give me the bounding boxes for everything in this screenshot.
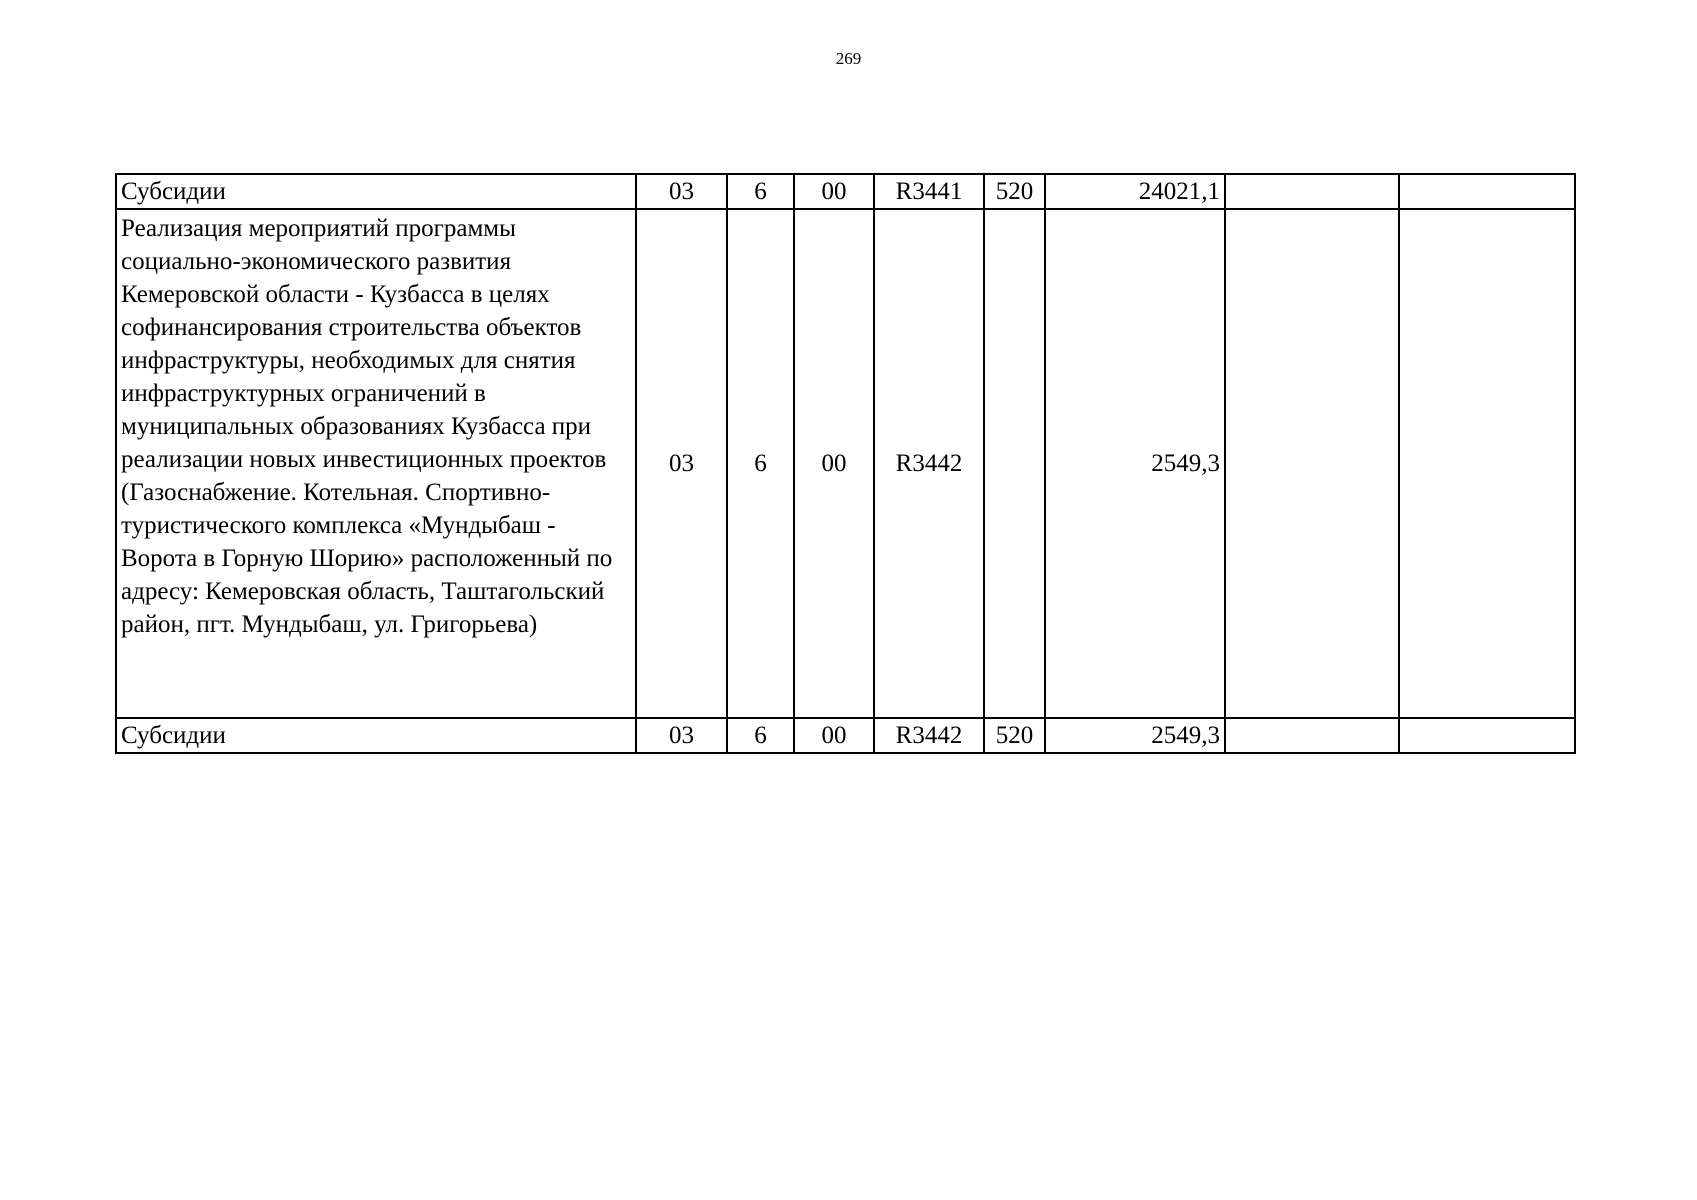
program-code-cell: 00 (794, 209, 874, 718)
section-code-cell: 03 (636, 174, 727, 209)
expense-type-code-cell: 520 (984, 174, 1045, 209)
amount-cell: 2549,3 (1045, 209, 1225, 718)
amount-cell-2 (1225, 209, 1399, 718)
budget-table (115, 173, 1576, 754)
amount-cell-2 (1225, 718, 1399, 753)
table-row (116, 174, 1575, 209)
subsection-code-cell: 6 (727, 718, 794, 753)
amount-cell: 2549,3 (1045, 718, 1225, 753)
amount-cell: 24021,1 (1045, 174, 1225, 209)
subsection-code-cell: 6 (727, 209, 794, 718)
amount-cell-3 (1399, 174, 1575, 209)
table-row (116, 718, 1575, 753)
row-name-cell: Субсидии (116, 718, 636, 753)
expense-type-code-cell: 520 (984, 718, 1045, 753)
program-code-cell: 00 (794, 718, 874, 753)
target-article-code-cell: R3441 (874, 174, 984, 209)
program-code-cell: 00 (794, 174, 874, 209)
row-name-cell: Субсидии (116, 174, 636, 209)
amount-cell-3 (1399, 209, 1575, 718)
subsection-code-cell: 6 (727, 174, 794, 209)
section-code-cell: 03 (636, 718, 727, 753)
table-row (116, 209, 1575, 718)
amount-cell-3 (1399, 718, 1575, 753)
expense-type-code-cell (984, 209, 1045, 718)
target-article-code-cell: R3442 (874, 209, 984, 718)
page-number: 269 (835, 49, 862, 68)
amount-cell-2 (1225, 174, 1399, 209)
row-name-cell: Реализация мероприятий программы социально-экономического развития Кемеровской области - Кузбасса в целях софинансирования строительства объектов инфраструктуры, необходимых для снятия инфраструктурных ограничений в муниципальных образованиях Кузбасса при реализации новых инвестиционных проектов (Газоснабжение. Котельная. Спортивно-туристического комплекса «Мундыбаш - Ворота в Горную Шорию» расположенный по адресу: Кемеровская область, Таштагольский район, пгт. Мундыбаш, ул. Григорьева) (116, 209, 636, 718)
section-code-cell: 03 (636, 209, 727, 718)
target-article-code-cell: R3442 (874, 718, 984, 753)
